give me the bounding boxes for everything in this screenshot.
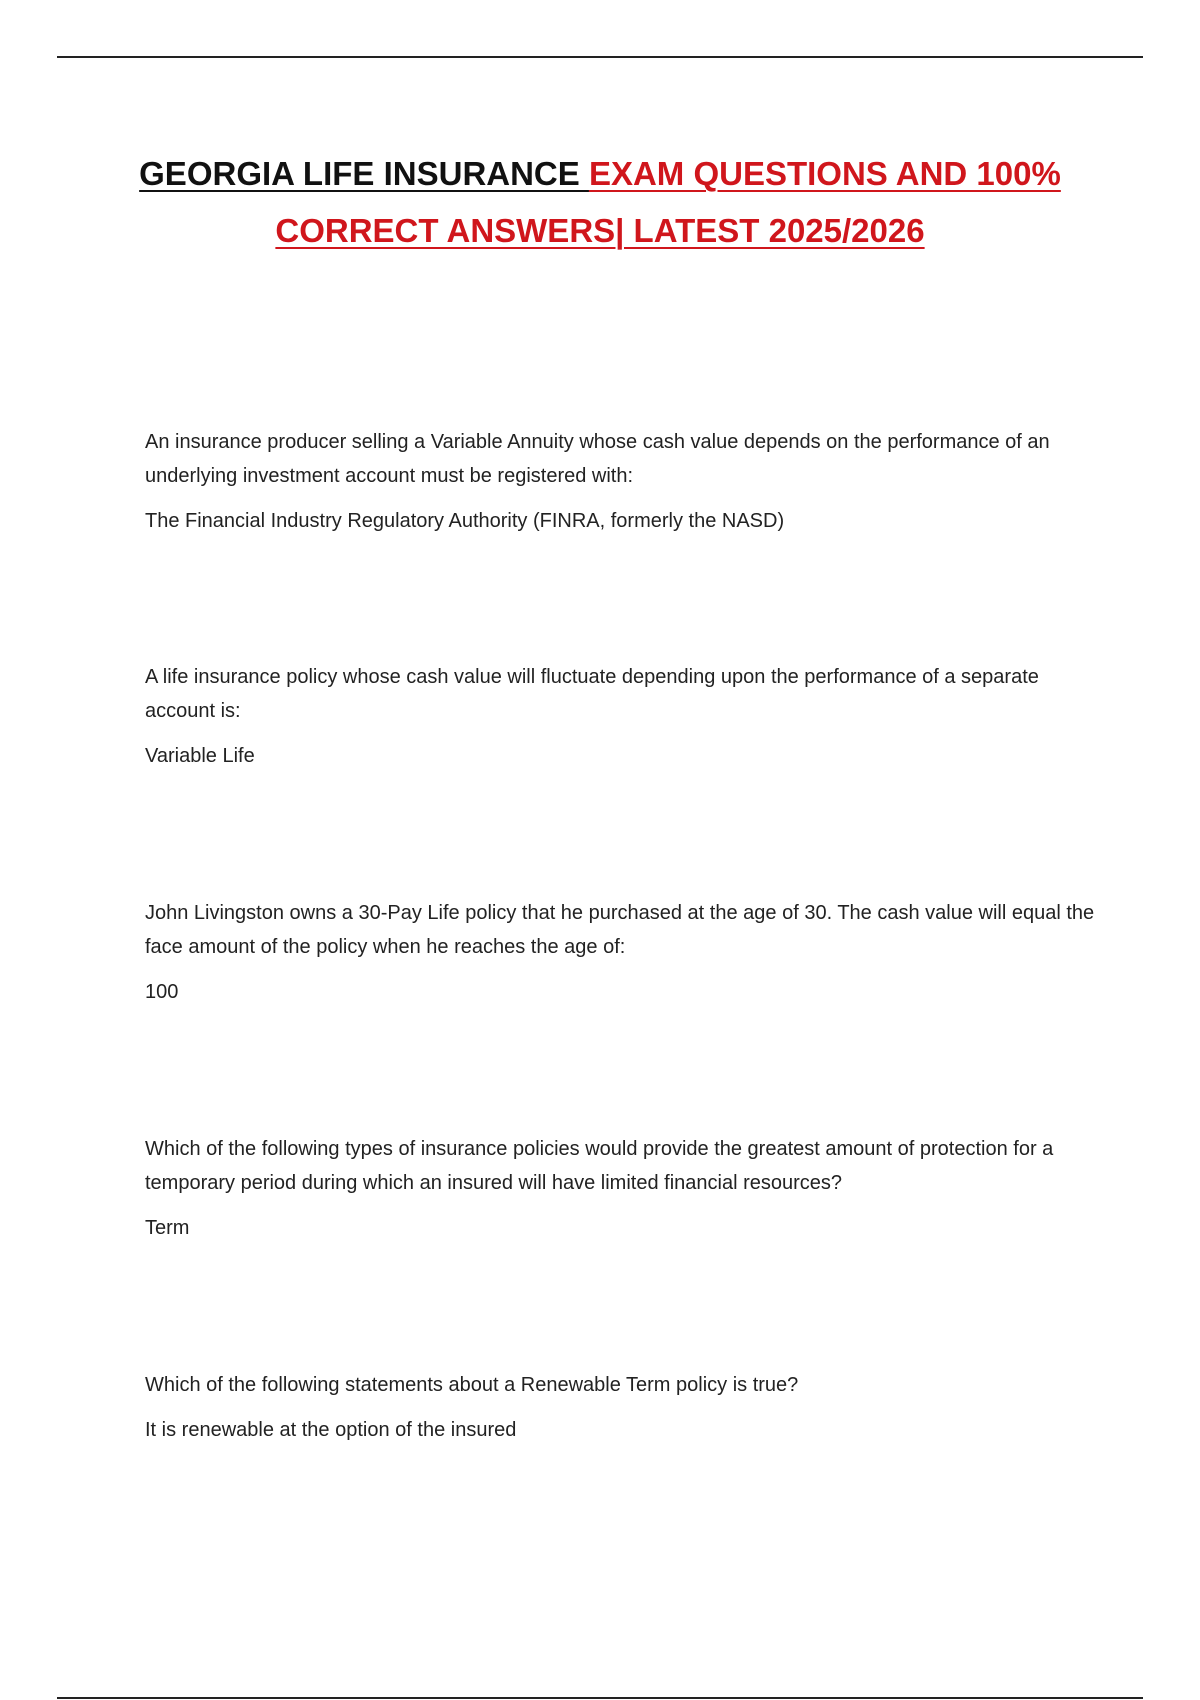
answer-text: 100 <box>145 981 179 1003</box>
answer-text: Term <box>145 1217 190 1239</box>
top-rule <box>57 56 1143 58</box>
qa-item-5 <box>145 1368 1095 1444</box>
question-text: Which of the following statements about a Renewable Term policy is true? <box>145 1374 799 1396</box>
question-text: John Livingston owns a 30-Pay Life policy that he purchased at the age of 30. The cash value will equal the face amount of the policy when he reaches the age of: <box>145 902 1095 958</box>
qa-item-3 <box>145 896 1095 1006</box>
title-part-black: GEORGIA LIFE INSURANCE <box>139 155 589 192</box>
answer-text: The Financial Industry Regulatory Authority (FINRA, formerly the NASD) <box>145 510 785 532</box>
qa-item-2 <box>145 660 1095 770</box>
title-part-red: EXAM QUESTIONS AND 100% CORRECT ANSWERS| LATEST 2025/2026 <box>275 155 1061 249</box>
answer-text: Variable Life <box>145 745 255 767</box>
qa-item-1 <box>145 425 1095 535</box>
answer-text: It is renewable at the option of the insured <box>145 1419 517 1441</box>
question-text: Which of the following types of insurance policies would provide the greatest amount of protection for a temporary period during which an insured will have limited financial resources? <box>145 1138 1054 1194</box>
bottom-rule <box>57 1697 1143 1699</box>
qa-item-4 <box>145 1132 1095 1242</box>
question-text: A life insurance policy whose cash value will fluctuate depending upon the performance of a separate account is: <box>145 666 1039 722</box>
question-text: An insurance producer selling a Variable Annuity whose cash value depends on the performance of an underlying investment account must be registered with: <box>145 431 1050 487</box>
document-title <box>100 145 1100 259</box>
